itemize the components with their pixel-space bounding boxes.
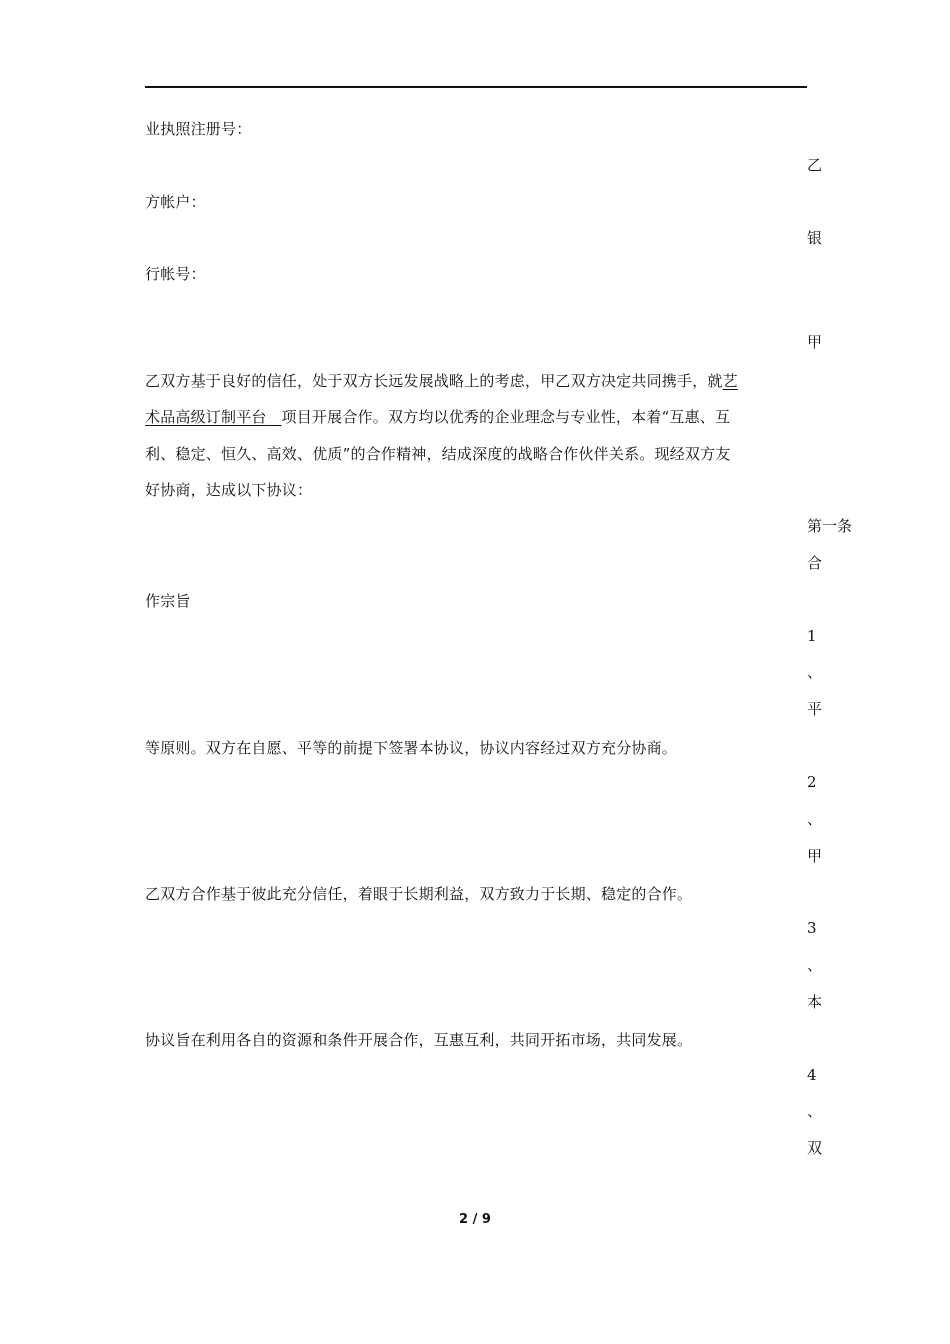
intro-paragraph-line-3: 利、稳定、恒久、高效、优质”的合作精神，结成深度的战略合作伙伴关系。现经双方友 bbox=[145, 445, 731, 463]
project-name-part-1: 艺 bbox=[722, 372, 738, 390]
registration-number-label: 业执照注册号： bbox=[145, 120, 252, 138]
article-one-item-2: 乙双方合作基于彼此充分信任，着眼于长期利益，双方致力于长期、稳定的合作。 bbox=[145, 885, 693, 903]
margin-char: 甲 bbox=[807, 847, 823, 865]
margin-char: 乙 bbox=[807, 156, 823, 174]
intro-paragraph-line-1 bbox=[145, 371, 738, 391]
margin-item-number: 3 bbox=[807, 919, 817, 937]
margin-char: 双 bbox=[807, 1139, 823, 1157]
margin-item-number: 4 bbox=[807, 1066, 817, 1084]
margin-char: 、 bbox=[807, 810, 823, 828]
margin-char: 、 bbox=[807, 956, 823, 974]
party-b-account-label: 方帐户： bbox=[145, 193, 206, 211]
margin-char: 银 bbox=[807, 229, 823, 247]
margin-char: 、 bbox=[807, 1102, 823, 1120]
article-one-item-3: 协议旨在利用各自的资源和条件开展合作，互惠互利，共同开拓市场，共同发展。 bbox=[145, 1031, 693, 1049]
article-one-item-1: 等原则。双方在自愿、平等的前提下签署本协议，协议内容经过双方充分协商。 bbox=[145, 739, 678, 757]
margin-char: 本 bbox=[807, 993, 823, 1011]
margin-char: 甲 bbox=[807, 333, 823, 351]
project-name-blank bbox=[267, 408, 282, 426]
margin-item-number: 1 bbox=[807, 627, 817, 645]
project-name-part-2: 术品高级订制平台 bbox=[145, 408, 267, 426]
margin-char: 平 bbox=[807, 700, 823, 718]
margin-article-heading: 第一条 bbox=[807, 517, 853, 535]
page-number: 2 / 9 bbox=[459, 1212, 491, 1227]
intro-paragraph-line-4: 好协商，达成以下协议： bbox=[145, 481, 313, 499]
margin-item-number: 2 bbox=[807, 773, 817, 791]
intro-paragraph-line-2 bbox=[145, 407, 730, 427]
bank-account-label: 行帐号： bbox=[145, 265, 206, 283]
header-rule bbox=[145, 86, 807, 88]
intro-line-1-text: 乙双方基于良好的信任，处于双方长远发展战略上的考虑，甲乙双方决定共同携手，就 bbox=[145, 372, 723, 390]
article-one-title-tail: 作宗旨 bbox=[145, 592, 191, 610]
margin-char: 、 bbox=[807, 663, 823, 681]
margin-char: 合 bbox=[807, 554, 823, 572]
intro-line-2-text: 项目开展合作。双方均以优秀的企业理念与专业性，本着“互惠、互 bbox=[281, 408, 731, 426]
